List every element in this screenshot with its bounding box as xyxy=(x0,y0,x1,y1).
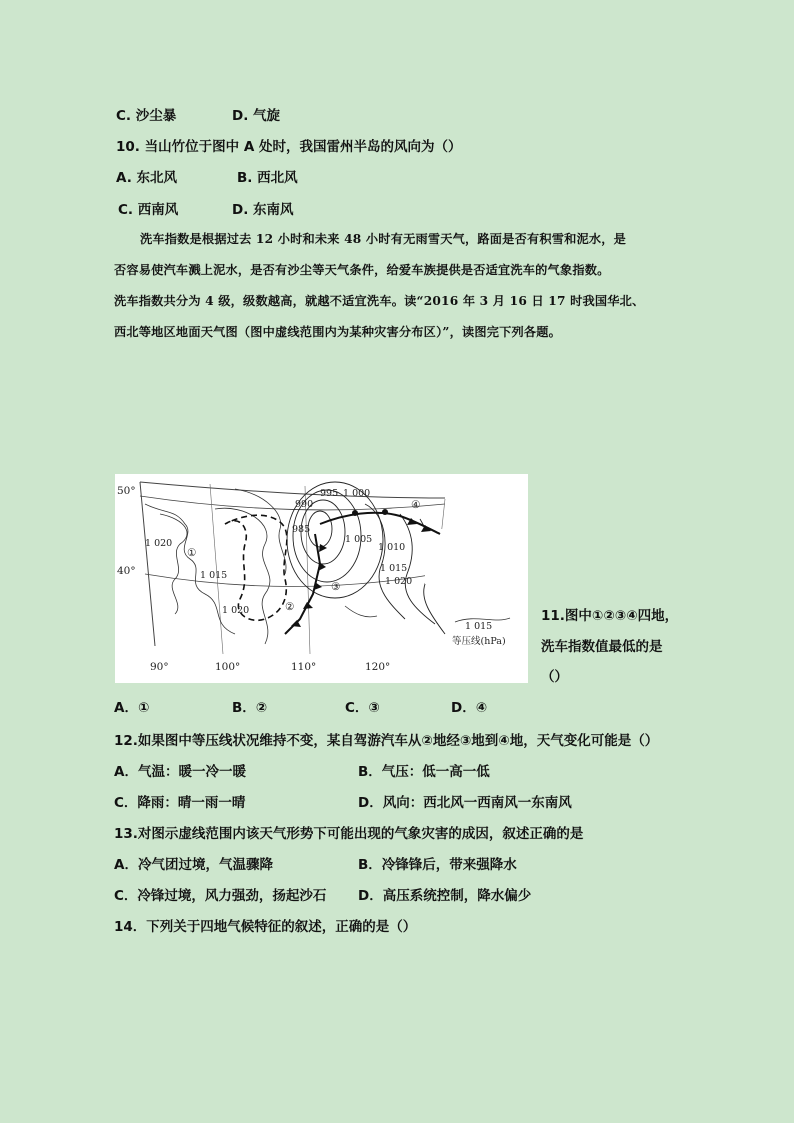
isobar-label: 1 005 xyxy=(345,534,373,545)
meridian-100 xyxy=(210,484,223,654)
isobar-label: 995 xyxy=(320,488,339,499)
lon-label-110: 110° xyxy=(291,661,317,673)
parallel-50 xyxy=(140,496,445,510)
q10-option-a: A. 东北风 xyxy=(116,170,178,186)
q13-option-d: D．高压系统控制，降水偏少 xyxy=(358,888,532,904)
lat-label-40: 40° xyxy=(117,565,136,577)
q14-stem: 14．下列关于四地气候特征的叙述，正确的是（） xyxy=(114,919,417,935)
q13-stem: 13.对图示虚线范围内该天气形势下可能出现的气象灾害的成因，叙述正确的是 xyxy=(114,826,584,842)
passage-line-2: 否容易使汽车溅上泥水，是否有沙尘等天气条件，给爱车族提供是否适宜洗车的气象指数。 xyxy=(114,263,610,277)
q11-option-b: B．② xyxy=(232,700,268,716)
isobar-label: 1 010 xyxy=(378,542,406,553)
legend-value: 1 015 xyxy=(465,621,493,632)
q11-stem-line-3: （） xyxy=(541,669,568,685)
lat-label-50: 50° xyxy=(117,485,136,497)
passage-line-4: 西北等地区地面天气图（图中虚线范围内为某种灾害分布区）”，读图完下列各题。 xyxy=(114,325,562,339)
weather-map-svg xyxy=(115,474,528,683)
q13-option-c: C．冷锋过境，风力强劲，扬起沙石 xyxy=(114,888,327,904)
map-mask xyxy=(425,529,465,584)
q12-stem: 12.如果图中等压线状况维持不变，某自驾游汽车从②地经③地到④地，天气变化可能是（） xyxy=(114,733,659,749)
isobar-label: 1 000 xyxy=(343,488,371,499)
isobar-label: 1 020 xyxy=(222,605,250,616)
map-border-top xyxy=(140,482,445,498)
q9-option-d: D. 气旋 xyxy=(232,108,281,124)
q11-stem-line-2: 洗车指数值最低的是 xyxy=(541,639,663,655)
isobar-label: 990 xyxy=(295,499,314,510)
front-semicircle xyxy=(382,509,388,515)
q10-stem: 10. 当山竹位于图中 A 处时，我国雷州半岛的风向为（） xyxy=(116,139,462,155)
front-triangle xyxy=(318,562,326,571)
weather-map-figure xyxy=(115,474,528,683)
q10-option-b: B. 西北风 xyxy=(237,170,298,186)
isobar-label: 1 020 xyxy=(385,576,413,587)
isobar-west-2 xyxy=(160,514,187,614)
q13-option-a: A．冷气团过境，气温骤降 xyxy=(114,857,273,873)
point-label-4: ④ xyxy=(411,499,421,511)
q10-option-c: C. 西南风 xyxy=(118,202,179,218)
map-border-left xyxy=(140,482,155,646)
front-triangle xyxy=(303,602,313,609)
q11-option-d: D．④ xyxy=(451,700,488,716)
q12-option-a: A．气温：暖一冷一暖 xyxy=(114,764,246,780)
isobar-label: 1 015 xyxy=(200,570,228,581)
q10-option-d: D. 东南风 xyxy=(232,202,294,218)
q11-option-c: C．③ xyxy=(345,700,380,716)
isobar-985 xyxy=(308,511,332,547)
isobar-west-4 xyxy=(235,489,286,574)
point-label-3: ③ xyxy=(331,581,341,593)
isobar-1005 xyxy=(365,504,408,619)
q9-option-c: C. 沙尘暴 xyxy=(116,108,177,124)
lon-label-100: 100° xyxy=(215,661,241,673)
legend-text: 等压线(hPa) xyxy=(452,636,506,647)
isobar-label: 985 xyxy=(292,524,311,535)
q13-option-b: B．冷锋锋后，带来强降水 xyxy=(358,857,517,873)
lon-label-90: 90° xyxy=(150,661,169,673)
q12-option-c: C．降雨：晴一雨一晴 xyxy=(114,795,246,811)
point-label-1: ① xyxy=(187,547,197,559)
isobar-south xyxy=(345,606,377,617)
lon-label-120: 120° xyxy=(365,661,391,673)
q11-stem-line-1: 11.图中①②③④四地， xyxy=(541,608,679,624)
passage-line-1: 洗车指数是根据过去 12 小时和未来 48 小时有无雨雪天气，路面是否有积雪和泥水，是 xyxy=(140,232,627,246)
isobar-label: 1 020 xyxy=(145,538,173,549)
point-label-2: ② xyxy=(285,601,295,613)
front-triangle xyxy=(291,620,301,627)
isobar-label: 1 015 xyxy=(380,563,408,574)
q11-option-a: A．① xyxy=(114,700,150,716)
passage-line-3: 洗车指数共分为 4 级，级数越高，就越不适宜洗车。读“2016 年 3 月 16 日 17 时我国华北、 xyxy=(114,294,645,308)
q12-option-d: D．风向：西北风一西南风一东南风 xyxy=(358,795,572,811)
q12-option-b: B．气压：低一高一低 xyxy=(358,764,490,780)
front-semicircle xyxy=(352,510,358,516)
